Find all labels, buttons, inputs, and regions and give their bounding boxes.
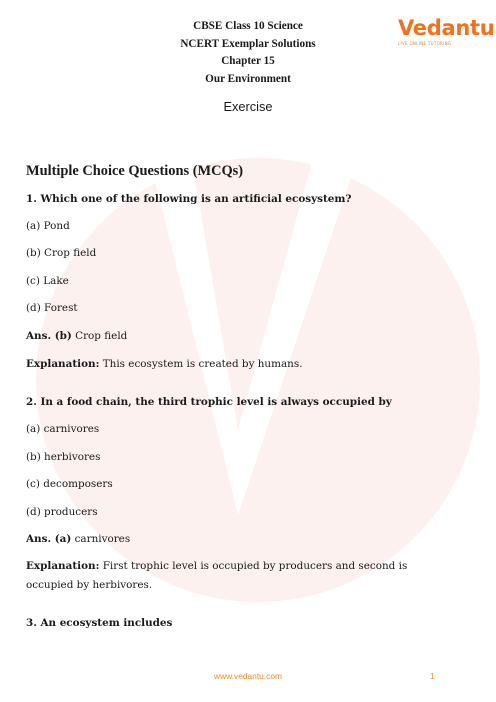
q2-option-b: (b) herbivores: [26, 451, 101, 463]
q1-option-b: (b) Crop field: [26, 247, 97, 259]
q2-option-d: (d) producers: [26, 506, 98, 518]
q2-answer: [26, 529, 130, 549]
q1-explanation: [26, 354, 303, 374]
q2-answer-text: carnivores: [71, 533, 131, 545]
q1-option-a: (a) Pond: [26, 220, 70, 232]
logo-tagline: LIVE ONLINE TUTORING: [398, 41, 452, 46]
header-line-series: NCERT Exemplar Solutions: [180, 37, 316, 50]
logo-wordmark: Vedantu: [398, 16, 495, 40]
vedantu-logo[interactable]: [398, 16, 495, 50]
q1-answer-label: Ans. (b): [26, 330, 72, 342]
q1-explanation-label: Explanation:: [26, 358, 100, 370]
q1-option-d: (d) Forest: [26, 302, 78, 314]
section-title: Multiple Choice Questions (MCQs): [26, 163, 244, 179]
header-line-chapter: Chapter 15: [221, 55, 275, 68]
q2-option-a: (a) carnivores: [26, 423, 100, 435]
header-line-class: CBSE Class 10 Science: [193, 20, 303, 32]
q2-answer-label: Ans. (a): [26, 533, 72, 545]
q2-explanation: [26, 557, 436, 595]
q1-explanation-text: This ecosystem is created by humans.: [99, 358, 303, 370]
question-2: 2. In a food chain, the third trophic level is always occupied by: [26, 396, 392, 408]
footer-website-link[interactable]: www.vedantu.com: [214, 671, 282, 681]
question-3: 3. An ecosystem includes: [26, 617, 173, 629]
q2-explanation-text: First trophic level is occupied by producers and second is occupied by herbivores.: [26, 560, 408, 591]
q1-answer-text: Crop field: [71, 330, 128, 342]
q1-option-c: (c) Lake: [26, 275, 69, 287]
q1-answer: [26, 326, 127, 346]
page-number: 1: [430, 671, 435, 681]
q2-option-c: (c) decomposers: [26, 478, 113, 490]
exercise-title: Exercise: [223, 99, 273, 114]
q2-explanation-label: Explanation:: [26, 560, 100, 572]
header-line-topic: Our Environment: [205, 72, 291, 85]
question-1: 1. Which one of the following is an artificial ecosystem?: [26, 193, 352, 205]
